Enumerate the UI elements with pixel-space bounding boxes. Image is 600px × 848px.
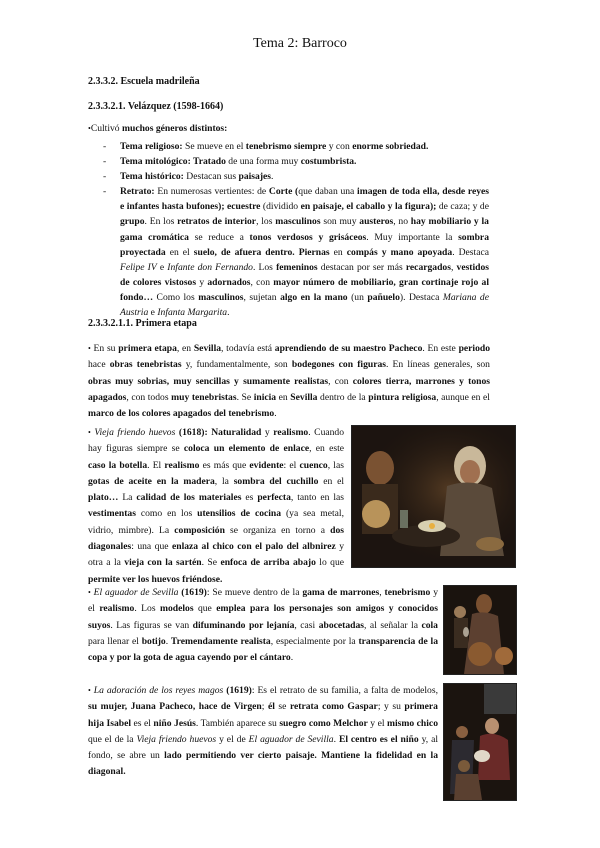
aguador-de-sevilla-illustration bbox=[444, 586, 516, 674]
adoracion-reyes-magos-illustration bbox=[444, 684, 516, 800]
page-title: Tema 2: Barroco bbox=[253, 36, 347, 51]
vieja-friendo-huevos-paragraph: • Vieja friendo huevos (1618): Naturalidad y realismo. Cuando hay figuras siempre se coloca un elemento de enlace, en este caso la botella. El realismo es más que evidente: el cuenco, las gotas de aceite en la madera, la sombra del cuchillo en el plato… La calidad de los materiales es perfecta, tanto en las vestimentas como en los utensilios de cocina (ya sea metal, vidrio, mimbre). La composición se organiza en torno a dos diagonales: una que enlaza al chico con el palo del albnirez y otra a la vieja con la sartén. Se enfoca de arriba abajo lo que permite ver los huevos friéndose. bbox=[88, 427, 345, 585]
aguador-de-sevilla-image bbox=[443, 585, 517, 675]
section-heading-primera-etapa: 2.3.3.2.1.1. Primera etapa bbox=[88, 318, 197, 329]
section-heading-escuela-madrilena: 2.3.3.2. Escuela madrileña bbox=[88, 76, 200, 87]
primera-etapa-paragraph: • En su primera etapa, en Sevilla, todavía está aprendiendo de su maestro Pacheco. En este periodo hace obras tenebristas y, fundamentalmente, son bodegones con figuras. En líneas generales, son obras muy sobrias, muy sencillas y sumamente realistas, con colores tierra, marrones y tonos apagados, con todos muy tenebristas. Se inicia en Sevilla dentro de la pintura religiosa, aunque en el marco de los colores apagados del tenebrismo. bbox=[88, 343, 491, 420]
genres-list bbox=[103, 139, 489, 320]
intro-paragraph: •Cultivó muchos géneros distintos: bbox=[88, 123, 228, 134]
section-heading-velazquez: 2.3.3.2.1. Velázquez (1598-1664) bbox=[88, 101, 224, 112]
adoracion-reyes-magos-image bbox=[443, 683, 517, 801]
aguador-de-sevilla-paragraph: • El aguador de Sevilla (1619): Se mueve dentro de la gama de marrones, tenebrismo y el realismo. Los modelos que emplea para los personajes son amigos y conocidos suyos. Las figuras se van difuminando por lejanía, casi abocetadas, al señalar la cola para llenar el botijo. Tremendamente realista, especialmente por la transparencia de la copa y por la gota de agua cayendo por el cántaro. bbox=[88, 587, 438, 664]
list-item-tema-historico: - Tema histórico: Destacan sus paisajes. bbox=[103, 169, 489, 184]
list-item-tema-mitologico: - Tema mitológico: Tratado de una forma muy costumbrista. bbox=[103, 154, 489, 169]
adoracion-reyes-magos-paragraph: • La adoración de los reyes magos (1619): Es el retrato de su familia, a falta de modelos, su mujer, Juana Pacheco, hace de Virgen; él se retrata como Gaspar; y su primera hija Isabel es el niño Jesús. También aparece su suegro como Melchor y el mismo chico que el de la Vieja friendo huevos y el de El aguador de Sevilla. El centro es el niño y, al fondo, se abre un lado permitiendo ver cierto paisaje. Mantiene la fidelidad en la diagonal. bbox=[88, 685, 439, 778]
vieja-friendo-huevos-image bbox=[351, 425, 516, 568]
vieja-friendo-huevos-illustration bbox=[352, 426, 515, 567]
bullet: • bbox=[88, 124, 91, 133]
list-item-retrato: - Retrato: En numerosas vertientes: de Corte (que daban una imagen de toda ella, desde reyes e infantes hasta bufones); ecuestre (dividido en paisaje, el caballo y la figura); de caza; y de grupo. En los retratos de interior, los masculinos son muy austeros, no hay mobiliario y la gama cromática se reduce a tonos verdosos y grisáceos. Muy importante la sombra proyectada en el suelo, de afuera dentro. Piernas en compás y mano apoyada. Destaca Felipe IV e Infante don Fernando. Los femeninos destacan por ser más recargados, vestidos de colores vistosos y adornados, con mayor número de mobiliario, gran cortinaje rojo al fondo… Como los masculinos, sujetan algo en la mano (un pañuelo). Destaca Mariana de Austria e Infanta Margarita. bbox=[103, 184, 489, 320]
list-item-tema-religioso: - Tema religioso: Se mueve en el tenebrismo siempre y con enorme sobriedad. bbox=[103, 139, 489, 154]
